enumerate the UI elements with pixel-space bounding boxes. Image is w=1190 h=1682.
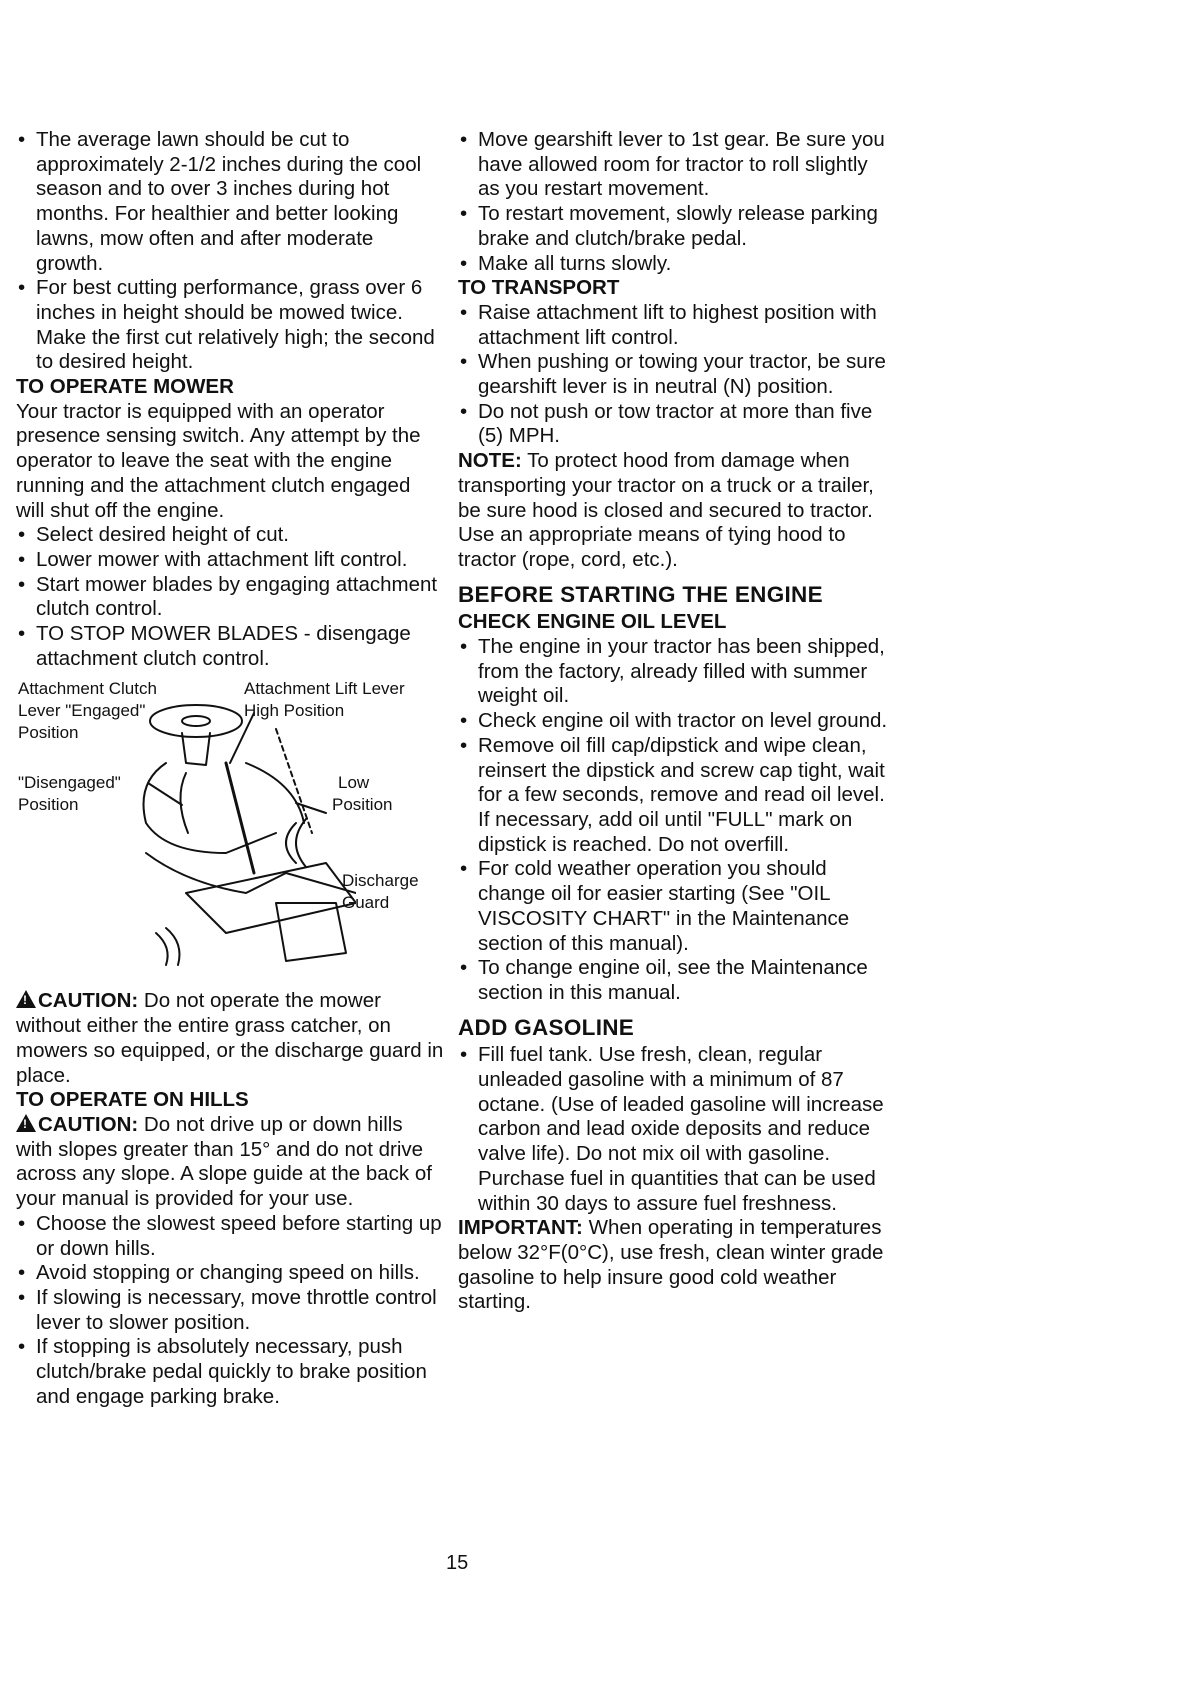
figure-label-low-position: Position (332, 795, 393, 815)
page-number: 15 (446, 1552, 469, 1574)
figure-label-lift-lever: Attachment Lift Lever (244, 679, 405, 699)
mower-controls-figure (16, 673, 444, 983)
oil-bullet: • For cold weather operation you should change oil for easier starting (See "OIL VISCOSITY CHART" in the Maintenance section of this manual). (458, 857, 888, 956)
transport-heading: TO TRANSPORT (458, 276, 620, 300)
intro-bullet: • For best cutting performance, grass over 6 inches in height should be mowed twice. Make the first cut relatively high; the second to desired height. (16, 276, 444, 375)
steering-wheel-icon (150, 705, 242, 737)
restart-bullet: • Move gearshift lever to 1st gear. Be sure you have allowed room for tractor to roll slightly as you restart movement. (458, 128, 888, 202)
figure-label-low: Low (338, 773, 370, 793)
figure-label-high-position: High Position (244, 701, 345, 721)
figure-label-disengaged: "Disengaged" (18, 773, 121, 793)
transport-bullet: • Do not push or tow tractor at more than five (5) MPH. (458, 400, 888, 449)
transport-note (458, 449, 888, 573)
figure-label-position: Position (18, 723, 79, 743)
right-column (458, 128, 888, 1315)
warning-triangle-icon (16, 990, 36, 1008)
hills-bullet: • Choose the slowest speed before starting up or down hills. (16, 1212, 444, 1261)
operate-mower-bullet: • Start mower blades by engaging attachment clutch control. (16, 573, 444, 622)
transport-bullet: • Raise attachment lift to highest position with attachment lift control. (458, 301, 888, 350)
hills-caution (16, 1113, 444, 1212)
figure-label-position: Position (18, 795, 79, 815)
hills-bullet: • If stopping is absolutely necessary, push clutch/brake pedal quickly to brake position and engage parking brake. (16, 1335, 444, 1409)
oil-bullet: • The engine in your tractor has been shipped, from the factory, already filled with summer weight oil. (458, 635, 888, 709)
mower-illustration (126, 703, 356, 973)
transport-bullet: • When pushing or towing your tractor, be sure gearshift lever is in neutral (N) position. (458, 350, 888, 399)
important-note (458, 1216, 888, 1315)
lift-lever-icon (226, 763, 254, 873)
hills-bullet: • Avoid stopping or changing speed on hills. (16, 1261, 444, 1286)
left-column (16, 128, 444, 1409)
note-text: To protect hood from damage when transporting your tractor on a truck or a trailer, be sure hood is closed and secured to tractor. Use an appropriate means of tying hood to tractor (rope, cord, etc.). (458, 449, 874, 571)
operate-mower-heading: TO OPERATE MOWER (16, 375, 234, 399)
figure-label-lever-engaged: Lever "Engaged" (18, 701, 146, 721)
operate-mower-text: Your tractor is equipped with an operator presence sensing switch. Any attempt by the operator to leave the seat with the engine running and the attachment clutch engaged will shut off the engine. (16, 399, 421, 522)
restart-bullet: • Make all turns slowly. (458, 252, 888, 277)
important-label: IMPORTANT: (458, 1216, 583, 1240)
figure-label-discharge: Discharge (342, 871, 419, 891)
caution-discharge (16, 989, 444, 1088)
operate-mower-bullet: • Select desired height of cut. (16, 523, 444, 548)
before-starting-heading: BEFORE STARTING THE ENGINE (458, 581, 823, 607)
caution-label: CAUTION: (38, 989, 139, 1013)
discharge-guard-icon (276, 903, 346, 961)
operate-mower-bullet: • TO STOP MOWER BLADES - disengage attachment clutch control. (16, 622, 444, 671)
check-oil-subheading: CHECK ENGINE OIL LEVEL (458, 610, 727, 634)
figure-label-clutch: Attachment Clutch (18, 679, 157, 699)
note-label: NOTE: (458, 449, 522, 473)
operate-mower-bullet: • Lower mower with attachment lift control. (16, 548, 444, 573)
warning-triangle-icon (16, 1114, 36, 1132)
caution-label: CAUTION: (38, 1112, 139, 1136)
intro-bullet: • The average lawn should be cut to approximately 2-1/2 inches during the cool season and to over 3 inches during hot months. For healthier and better looking lawns, mow often and after moderate growth. (16, 128, 444, 276)
gasoline-bullet: • Fill fuel tank. Use fresh, clean, regular unleaded gasoline with a minimum of 87 octane. (Use of leaded gasoline will increase carbon and lead oxide deposits and reduce valve life). Do not mix oil with gasoline. Purchase fuel in quantities that can be used within 30 days to assure fuel freshness. (458, 1043, 888, 1216)
caution-text: Do not operate the mower without either the entire grass catcher, on mowers so equipped, or the discharge guard in place. (16, 989, 444, 1087)
hills-heading: TO OPERATE ON HILLS (16, 1088, 249, 1112)
restart-bullet: • To restart movement, slowly release parking brake and clutch/brake pedal. (458, 202, 888, 251)
caution-text: Do not drive up or down hills with slopes greater than 15° and do not drive across any slope. A slope guide at the back of your manual is provided for your use. (16, 1112, 432, 1211)
add-gasoline-heading: ADD GASOLINE (458, 1014, 635, 1040)
important-text: When operating in temperatures below 32°F(0°C), use fresh, clean winter grade gasoline to help insure good cold weather starting. (458, 1216, 884, 1314)
oil-bullet: • Check engine oil with tractor on level ground. (458, 709, 888, 734)
figure-label-guard: Guard (342, 893, 390, 913)
oil-bullet: • To change engine oil, see the Maintenance section in this manual. (458, 956, 888, 1005)
oil-bullet: • Remove oil fill cap/dipstick and wipe clean, reinsert the dipstick and screw cap tight, wait for a few seconds, remove and read oil level. If necessary, add oil until "FULL" mark on dipstick is reached. Do not overfill. (458, 734, 888, 858)
hills-bullet: • If slowing is necessary, move throttle control lever to slower position. (16, 1286, 444, 1335)
